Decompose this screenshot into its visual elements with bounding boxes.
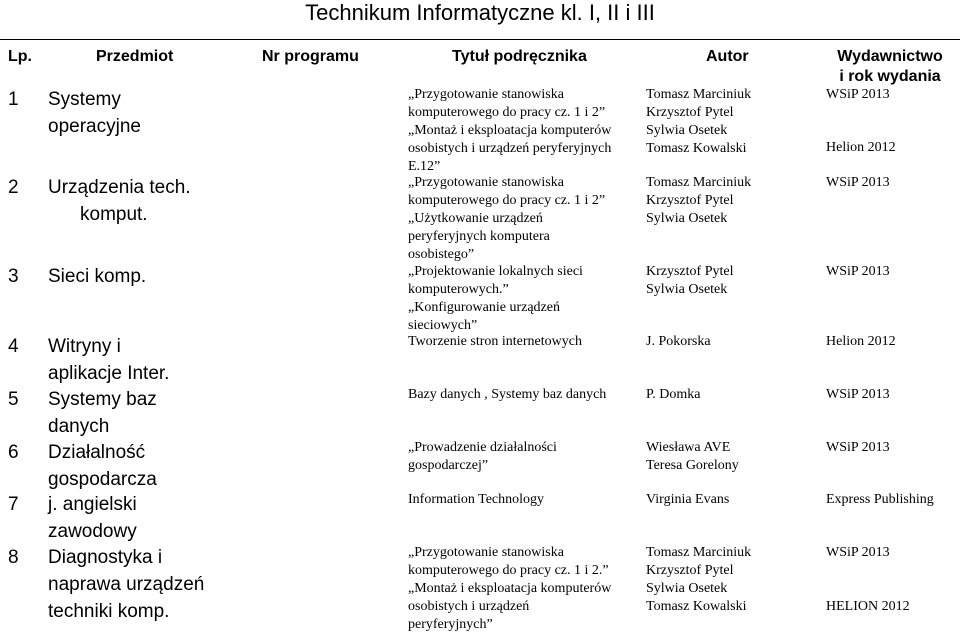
subject-cell-line: Witryny i (48, 336, 121, 357)
author-cell-line: Tomasz Marciniuk (646, 87, 752, 102)
author-cell-line: Krzysztof Pytel (646, 105, 734, 120)
book-title-cell-line: komputerowego do pracy cz. 1 i 2” (408, 193, 606, 208)
subject-cell-line: Diagnostyka i (48, 547, 163, 568)
book-title-cell-line: „Montaż i eksploatacja komputerów (408, 581, 612, 596)
book-title-cell-line: osobistych i urządzeń (408, 599, 530, 614)
header-lp: Lp. (8, 48, 32, 65)
publisher-cell: WSiP 2013 (826, 87, 890, 102)
header-publisher-line2: i rok wydania (839, 68, 941, 85)
author-cell-line: Virginia Evans (646, 492, 730, 507)
row-number: 7 (8, 494, 19, 515)
book-title-cell (408, 263, 583, 335)
author-cell (646, 439, 739, 475)
book-title-cell-line: „Konfigurowanie urządzeń (408, 300, 560, 315)
subject-cell-line: techniki komp. (48, 601, 170, 622)
subject-cell (48, 386, 157, 440)
book-title-cell-line: komputerowych.” (408, 282, 509, 297)
publisher-cell: HELION 2012 (826, 599, 910, 614)
author-cell (646, 174, 751, 228)
author-cell-line: Tomasz Kowalski (646, 599, 747, 614)
book-title-cell-line: „Montaż i eksploatacja komputerów (408, 123, 612, 138)
book-title-cell (408, 544, 611, 634)
subject-cell-line: zawodowy (48, 521, 137, 542)
book-title-cell-line: „Prowadzenie działalności (408, 440, 557, 455)
author-cell (646, 544, 751, 616)
author-cell-line: Krzysztof Pytel (646, 264, 734, 279)
row-number: 5 (8, 389, 19, 410)
row-number: 1 (8, 89, 19, 110)
book-title-cell-line: peryferyjnych komputera (408, 229, 550, 244)
subject-cell (48, 263, 146, 290)
page-title: Technikum Informatyczne kl. I, II i III (305, 0, 655, 25)
row-number: 2 (8, 177, 19, 198)
book-title-cell-line: „Przygotowanie stanowiska (408, 545, 564, 560)
book-title-cell-line: osobistego” (408, 247, 475, 262)
book-title-cell (408, 491, 544, 509)
author-cell-line: Tomasz Marciniuk (646, 545, 752, 560)
book-title-cell (408, 439, 557, 475)
book-title-cell-line: gospodarczej” (408, 458, 489, 473)
subject-cell-line: Systemy (48, 89, 121, 110)
book-title-cell-line: „Użytkowanie urządzeń (408, 211, 543, 226)
author-cell-line: Krzysztof Pytel (646, 563, 734, 578)
subject-cell-line: gospodarcza (48, 469, 157, 490)
row-number: 8 (8, 547, 19, 568)
book-title-cell (408, 86, 611, 176)
author-cell-line: Wiesława AVE (646, 440, 731, 455)
book-title-cell-line: „Przygotowanie stanowiska (408, 175, 564, 190)
row-number: 3 (8, 266, 19, 287)
subject-cell-line: aplikacje Inter. (48, 363, 170, 384)
table-top-border (0, 39, 960, 40)
publisher-cell: Express Publishing (826, 492, 934, 507)
author-cell-line: Sylwia Osetek (646, 123, 728, 138)
author-cell-line: Sylwia Osetek (646, 211, 728, 226)
book-title-cell (408, 386, 606, 404)
author-cell (646, 333, 711, 351)
header-publisher (820, 47, 960, 87)
publisher-cell: WSiP 2013 (826, 264, 890, 279)
header-publisher-line1: Wydawnictwo (837, 48, 943, 65)
book-title-cell-line: komputerowego do pracy cz. 1 i 2.” (408, 563, 609, 578)
book-title-cell-line: „Przygotowanie stanowiska (408, 87, 564, 102)
author-cell (646, 386, 700, 404)
subject-cell-line: danych (48, 416, 110, 437)
subject-cell (48, 86, 141, 140)
subject-cell (48, 544, 204, 625)
publisher-cell: Helion 2012 (826, 334, 896, 349)
header-book: Tytuł podręcznika (452, 48, 587, 65)
subject-cell-line: Sieci komp. (48, 266, 147, 287)
book-title-cell-line: komputerowego do pracy cz. 1 i 2” (408, 105, 606, 120)
publisher-cell: WSiP 2013 (826, 545, 890, 560)
publisher-cell: WSiP 2013 (826, 387, 890, 402)
subject-cell (48, 174, 191, 228)
subject-cell (48, 491, 137, 545)
author-cell-line: J. Pokorska (646, 334, 711, 349)
publisher-cell: Helion 2012 (826, 140, 896, 155)
publisher-cell: WSiP 2013 (826, 440, 890, 455)
author-cell-line: Tomasz Marciniuk (646, 175, 752, 190)
book-title-cell-line: „Projektowanie lokalnych sieci (408, 264, 583, 279)
subject-cell-line: j. angielski (48, 494, 137, 515)
author-cell-line: P. Domka (646, 387, 701, 402)
subject-cell-line: Urządzenia tech. (48, 177, 191, 198)
book-title-cell (408, 333, 582, 351)
book-title-cell-line: Bazy danych , Systemy baz danych (408, 387, 607, 402)
author-cell-line: Teresa Gorelony (646, 458, 739, 473)
author-cell-line: Tomasz Kowalski (646, 141, 747, 156)
header-program: Nr programu (262, 48, 359, 65)
author-cell-line: Sylwia Osetek (646, 581, 728, 596)
book-title-cell-line: peryferyjnych” (408, 617, 493, 632)
book-title-cell-line: E.12” (408, 159, 441, 174)
row-number: 4 (8, 336, 19, 357)
book-title-cell-line: Tworzenie stron internetowych (408, 334, 582, 349)
row-number: 6 (8, 442, 19, 463)
author-cell-line: Sylwia Osetek (646, 282, 728, 297)
author-cell-line: Krzysztof Pytel (646, 193, 734, 208)
author-cell (646, 86, 751, 158)
header-author: Autor (706, 48, 749, 65)
publisher-cell: WSiP 2013 (826, 175, 890, 190)
author-cell (646, 491, 729, 509)
book-title-cell-line: sieciowych” (408, 318, 478, 333)
subject-cell-line: Systemy baz (48, 389, 157, 410)
book-title-cell-line: Information Technology (408, 492, 545, 507)
header-subject: Przedmiot (96, 48, 174, 65)
subject-cell (48, 439, 157, 493)
book-title-cell-line: osobistych i urządzeń peryferyjnych (408, 141, 612, 156)
subject-cell (48, 333, 169, 387)
subject-cell-line: komput. (80, 204, 148, 225)
book-title-cell (408, 174, 605, 264)
subject-cell-line: naprawa urządzeń (48, 574, 205, 595)
author-cell (646, 263, 733, 299)
subject-cell-line: Działalność (48, 442, 146, 463)
subject-cell-line: operacyjne (48, 116, 141, 137)
